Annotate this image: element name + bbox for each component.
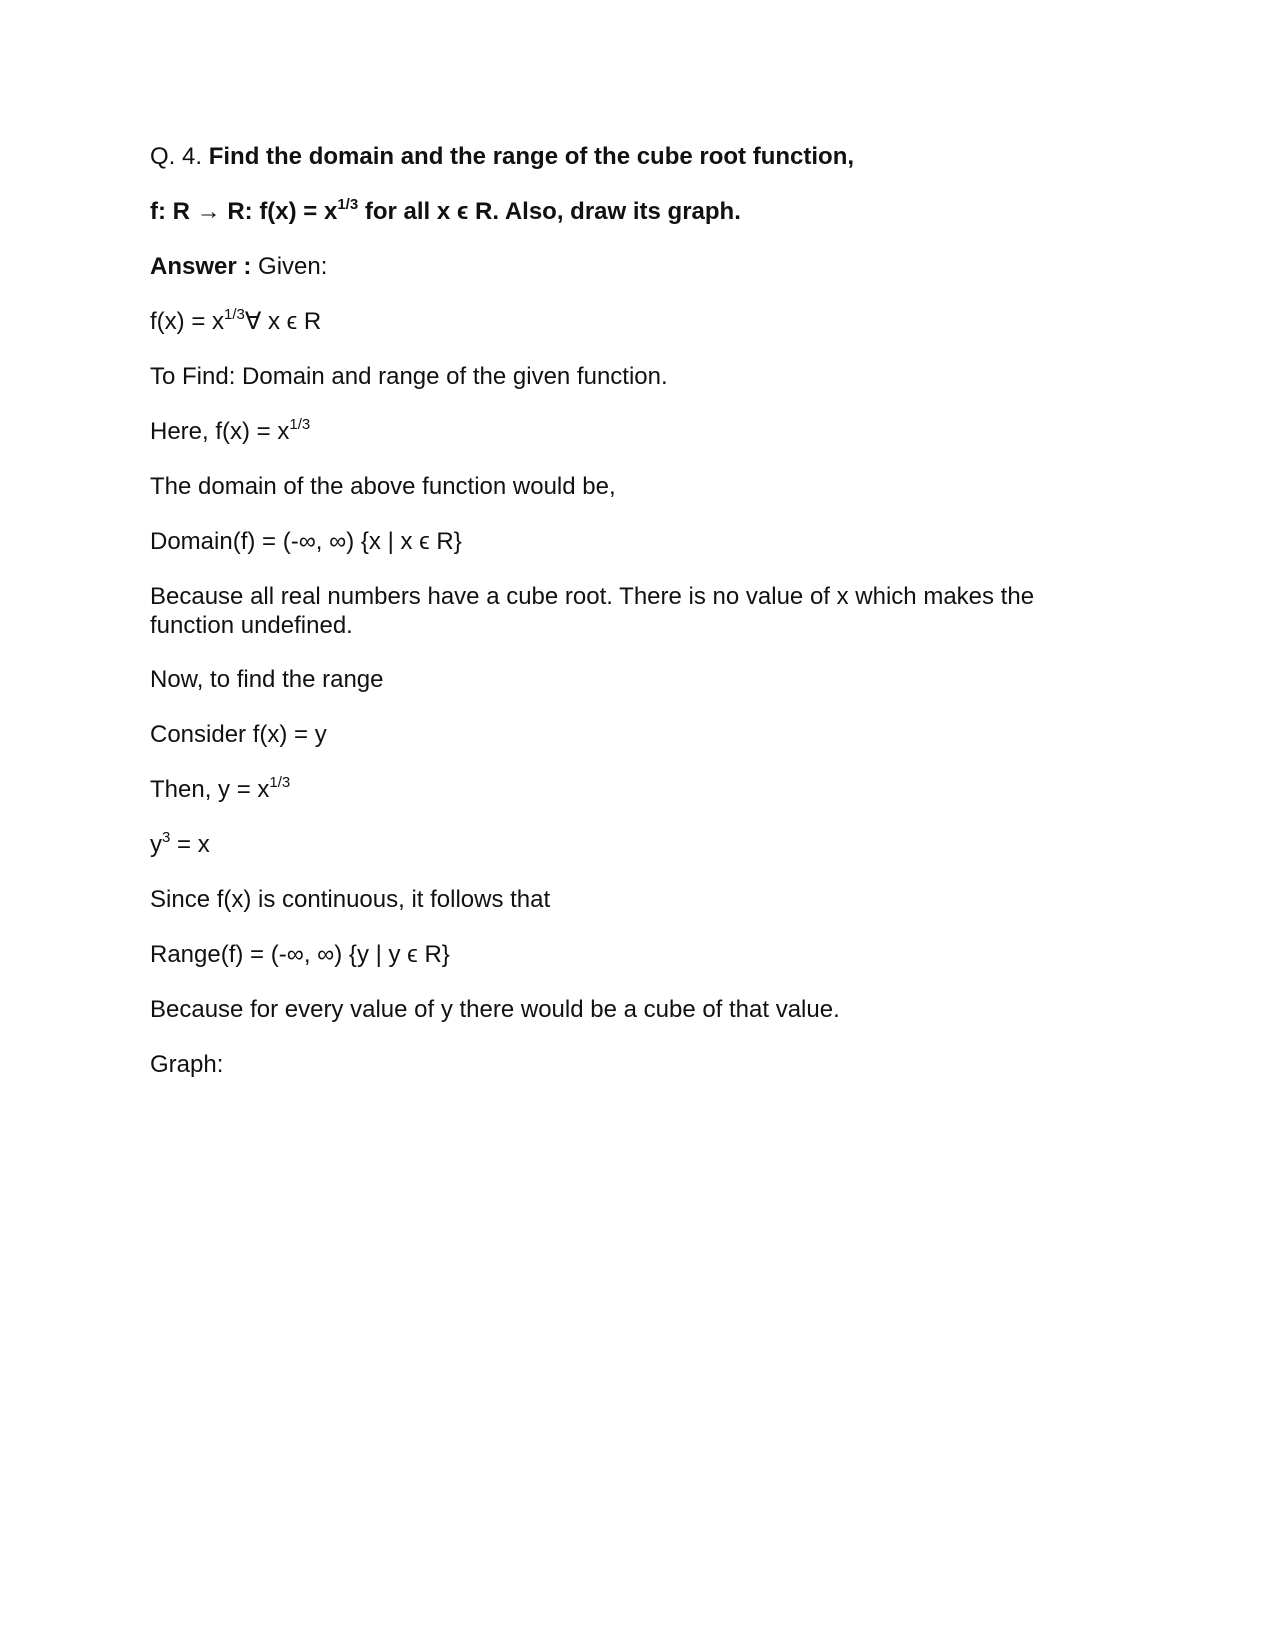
to-find-line: To Find: Domain and range of the given function. bbox=[150, 363, 668, 390]
question-number: Q. 4. bbox=[150, 143, 203, 170]
question-exponent: 1/3 bbox=[337, 196, 359, 213]
question-line-2 bbox=[150, 197, 1110, 226]
domain-reason: Because all real numbers have a cube root. There is no value of x which makes the function undefined. bbox=[150, 583, 1035, 639]
consider-line: Consider f(x) = y bbox=[150, 721, 327, 748]
domain-statement: Domain(f) = (-∞, ∞) {x | x ϵ R} bbox=[150, 528, 462, 555]
answer-heading bbox=[150, 252, 1110, 281]
range-statement: Range(f) = (-∞, ∞) {y | y ϵ R} bbox=[150, 941, 450, 968]
continuous-line: Since f(x) is continuous, it follows that bbox=[150, 886, 551, 913]
then-exponent: 1/3 bbox=[269, 774, 291, 791]
question-text: Find the domain and the range of the cube root function, bbox=[208, 143, 855, 170]
given-function bbox=[150, 307, 1110, 336]
question-function-rest: for all x ϵ R. Also, draw its graph. bbox=[358, 198, 741, 225]
given-exponent: 1/3 bbox=[224, 306, 245, 323]
question-function-text: f: R → R: f(x) = x bbox=[150, 198, 338, 225]
answer-label: Answer : bbox=[150, 253, 252, 280]
question-line-1 bbox=[150, 142, 1110, 171]
cube-exponent: 3 bbox=[162, 829, 171, 846]
here-line bbox=[150, 417, 1110, 446]
given-quantifier: ∀ x ϵ R bbox=[244, 308, 322, 335]
cube-rest: = x bbox=[170, 831, 210, 858]
domain-intro: The domain of the above function would be, bbox=[150, 473, 616, 500]
here-exponent: 1/3 bbox=[289, 416, 311, 433]
given-function-text: f(x) = x bbox=[150, 308, 225, 335]
answer-given: Given: bbox=[251, 253, 328, 280]
range-reason: Because for every value of y there would be a cube of that value. bbox=[150, 996, 840, 1023]
cube-base: y bbox=[150, 831, 162, 858]
range-intro: Now, to find the range bbox=[150, 666, 384, 693]
then-text: Then, y = x bbox=[150, 776, 270, 803]
here-text: Here, f(x) = x bbox=[150, 418, 290, 445]
cube-line bbox=[150, 830, 1110, 859]
then-line bbox=[150, 775, 1110, 804]
graph-label: Graph: bbox=[150, 1051, 224, 1078]
